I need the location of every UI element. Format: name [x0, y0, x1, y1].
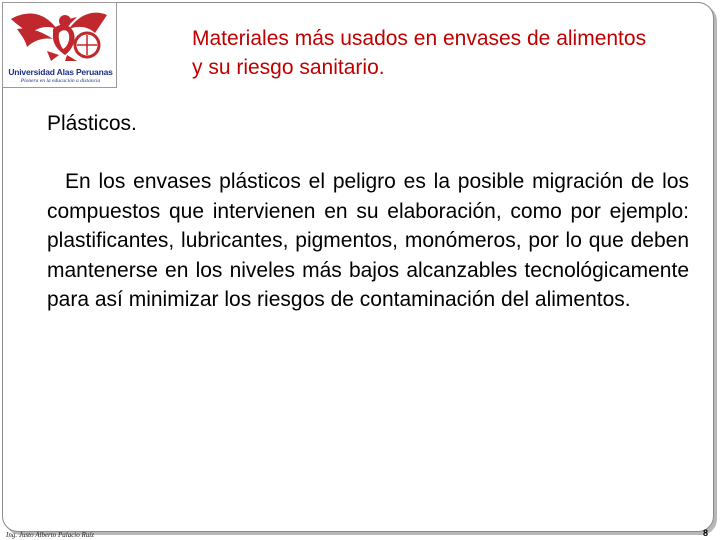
university-logo [2, 2, 117, 88]
footer-author: Ing. Justo Alberto Palacio Ruíz [6, 531, 94, 539]
slide-title: Materiales más usados en envases de alimentos y su riesgo sanitario. [192, 27, 647, 79]
section-heading: Plásticos. [47, 112, 137, 135]
condor-emblem-icon [7, 5, 113, 65]
page-number: 8 [703, 528, 709, 538]
body-paragraph: En los envases plásticos el peligro es la posible migración de los compuestos que intervienen en su elaboración, como por ejemplo: plastificantes, lubricantes, pigmentos, monómeros, por lo que deben mantenerse en los niveles más bajos alcanzables tecnológicamente para así minimizar los riesgos de contaminación del alimentos. [47, 170, 689, 311]
university-name: Universidad Alas Peruanas [8, 67, 113, 77]
university-motto: Pionera en la educación a distancia [20, 78, 101, 84]
